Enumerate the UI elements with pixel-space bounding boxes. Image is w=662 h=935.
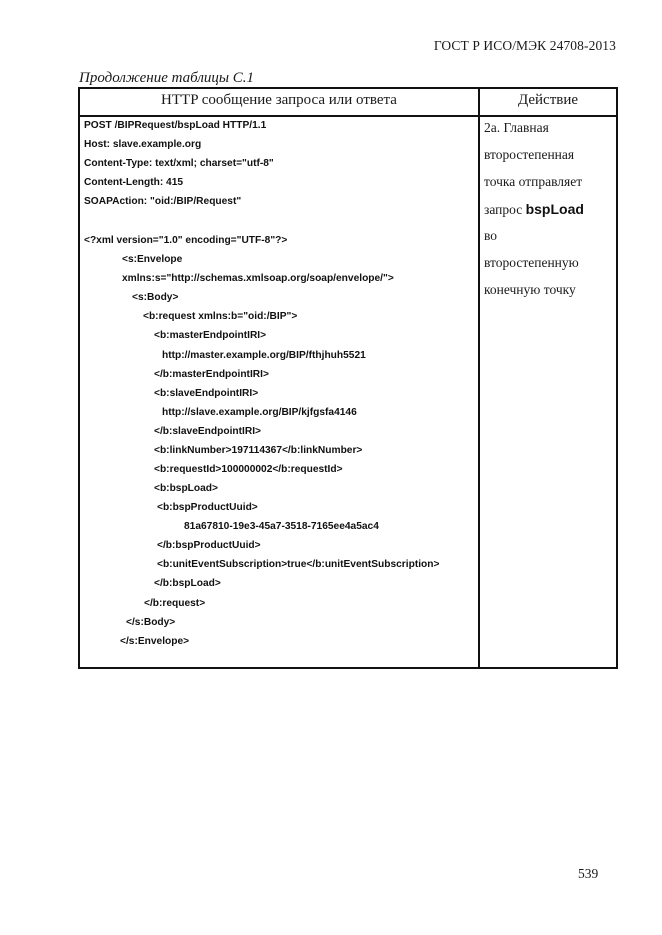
http-message-line: <b:requestId>100000002</b:requestId>	[154, 464, 343, 475]
http-message-line: <b:linkNumber>197114367</b:linkNumber>	[154, 445, 363, 456]
column-header-http-message: HTTP сообщение запроса или ответа	[161, 92, 397, 108]
http-message-line: http://master.example.org/BIP/fthjhuh5521	[162, 350, 366, 361]
http-message-line: Content-Type: text/xml; charset="utf-8"	[84, 158, 274, 169]
action-line: во	[484, 228, 498, 243]
http-message-line: 81a67810-19e3-45a7-3518-7165ee4a5ac4	[184, 521, 379, 532]
http-message-line: </b:bspLoad>	[154, 578, 221, 589]
http-message-line: <s:Body>	[132, 292, 179, 303]
action-line: второстепенную	[484, 255, 579, 270]
http-message-line: http://slave.example.org/BIP/kjfgsfa4146	[162, 407, 357, 418]
http-message-line: </b:masterEndpointIRI>	[154, 369, 269, 380]
http-message-line: xmlns:s="http://schemas.xmlsoap.org/soap/envelope/">	[122, 273, 394, 284]
action-line: 2a. Главная	[484, 120, 549, 135]
header-row-divider	[80, 115, 616, 117]
column-header-action: Действие	[517, 92, 579, 108]
action-line	[484, 200, 584, 219]
http-message-line: <s:Envelope	[122, 254, 183, 265]
action-line: точка отправляет	[484, 174, 583, 189]
http-message-line: <b:slaveEndpointIRI>	[154, 388, 259, 399]
http-message-line: <b:bspLoad>	[154, 483, 218, 494]
action-line: конечную точку	[484, 282, 576, 297]
http-message-line: </s:Envelope>	[120, 636, 190, 647]
http-message-line: <b:bspProductUuid>	[157, 502, 258, 513]
action-line: второстепенная	[484, 147, 575, 162]
http-message-line: <b:masterEndpointIRI>	[154, 330, 267, 341]
http-message-line: <b:unitEventSubscription>true</b:unitEventSubscription>	[157, 559, 440, 570]
http-message-line: SOAPAction: "oid:/BIP/Request"	[84, 196, 242, 207]
http-message-line: </b:bspProductUuid>	[157, 540, 261, 551]
table-caption: Продолжение таблицы С.1	[79, 70, 255, 86]
http-message-line: Content-Length: 415	[84, 177, 184, 188]
http-message-line: </s:Body>	[126, 617, 176, 628]
standard-designation-header: ГОСТ Р ИСО/МЭК 24708-2013	[433, 38, 616, 53]
http-message-line: </b:request>	[144, 598, 206, 609]
column-divider	[478, 89, 480, 667]
http-message-line: Host: slave.example.org	[84, 139, 202, 150]
http-message-table	[78, 87, 618, 669]
bspload-operation-name: bspLoad	[525, 201, 584, 217]
http-message-line: <b:request xmlns:b="oid:/BIP">	[143, 311, 298, 322]
http-message-line: </b:slaveEndpointIRI>	[154, 426, 261, 437]
http-message-line: POST /BIPRequest/bspLoad HTTP/1.1	[84, 120, 267, 131]
page-number: 539	[578, 866, 599, 881]
http-message-line: <?xml version="1.0" encoding="UTF-8"?>	[84, 235, 288, 246]
action-text: запрос	[484, 202, 526, 217]
